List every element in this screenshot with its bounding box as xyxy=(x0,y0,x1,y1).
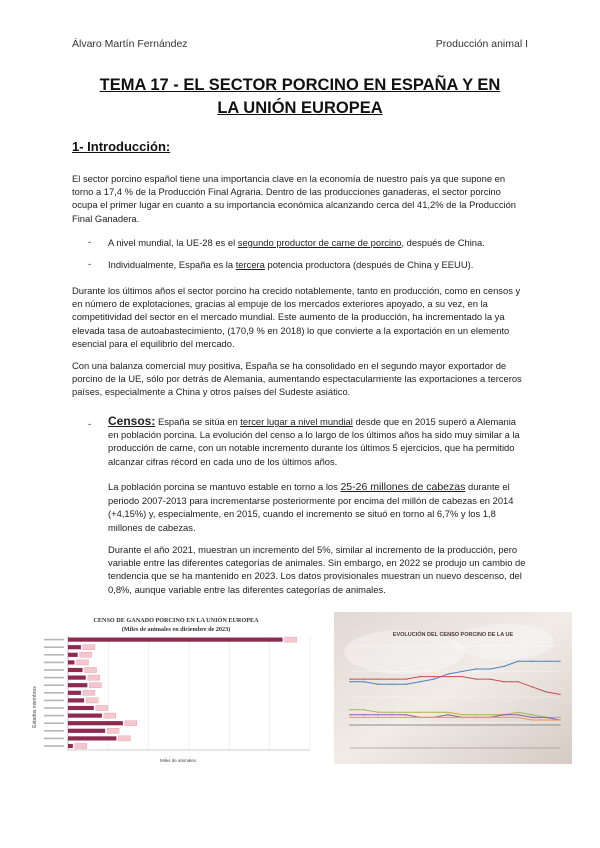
line-point xyxy=(461,714,462,715)
line-point xyxy=(461,717,462,718)
bar-label-box xyxy=(75,743,87,748)
line-point xyxy=(461,724,462,725)
bullet-dash-1: - xyxy=(88,236,92,247)
bar-category-label xyxy=(44,707,64,709)
bar-category-label xyxy=(44,677,64,679)
line-point xyxy=(531,719,532,720)
bar-category-label xyxy=(44,669,64,671)
bar-category-label xyxy=(44,700,64,702)
bar-label-box xyxy=(76,660,88,665)
line-point xyxy=(349,681,350,682)
line-point xyxy=(433,678,434,679)
bar-category-label xyxy=(44,654,64,656)
bar-label-box xyxy=(85,667,97,672)
bar-label-box xyxy=(107,728,119,733)
line-point xyxy=(475,668,476,669)
bar-chart-xlabel: Miles de animales xyxy=(159,758,197,763)
line-point xyxy=(363,717,364,718)
section-heading: 1- Introducción: xyxy=(72,139,171,154)
line-point xyxy=(363,678,364,679)
bullet-1-pre: A nivel mundial, la UE-28 es el xyxy=(108,237,238,248)
bar-label-box xyxy=(125,721,137,726)
line-point xyxy=(363,724,364,725)
bar-mark xyxy=(68,744,73,748)
line-point xyxy=(349,717,350,718)
line-point xyxy=(349,724,350,725)
line-point xyxy=(419,681,420,682)
bar-mark xyxy=(68,706,94,710)
line-point xyxy=(349,714,350,715)
line-point xyxy=(363,681,364,682)
line-point xyxy=(545,717,546,718)
photo-highlight-2 xyxy=(454,624,554,660)
bar-category-label xyxy=(44,715,64,717)
line-point xyxy=(475,678,476,679)
censos-label: Censos: xyxy=(108,414,156,428)
bar-mark xyxy=(68,714,102,718)
bar-mark xyxy=(68,721,123,725)
line-point xyxy=(475,714,476,715)
bar-category-label xyxy=(44,684,64,686)
intro-paragraph: El sector porcino español tiene una importancia clave en la economía de nuestro país ya que supone en torno a 17,4 % de la Producción Final Agraria. Dentro de las producciones ganaderas, el sector porcino ocupa el primer lugar en cuanto a su importancia económica alcanzando cerca del 41,2% de la Producción Final Ganadera. xyxy=(72,173,517,224)
line-point xyxy=(545,724,546,725)
bar-label-box xyxy=(104,713,116,718)
bar-label-box xyxy=(89,683,101,688)
line-point xyxy=(391,712,392,713)
bar-category-label xyxy=(44,745,64,747)
figure-eu-census-evolution xyxy=(334,612,572,764)
line-point xyxy=(517,724,518,725)
bar-mark xyxy=(68,691,81,695)
line-point xyxy=(363,709,364,710)
line-point xyxy=(545,719,546,720)
bar-category-label xyxy=(44,639,64,641)
bullet-1 xyxy=(108,236,528,249)
line-point xyxy=(503,666,504,667)
line-point xyxy=(531,717,532,718)
bar-mark xyxy=(68,729,105,733)
bar-chart-ylabel: Estados miembros xyxy=(32,686,38,728)
bullet-dash-2: - xyxy=(88,258,92,269)
bullet-2-underlined: tercera xyxy=(235,259,265,270)
censos-p2-post: durante el periodo 2007-2013 para incrementarse posteriormente por encima del millón de cabezas en 2014 (+4,15%) y, especialmente, en 2015, cuando el incremento se situó en torno al 6,7% y los 1,8 millones de cabezas. xyxy=(108,481,514,533)
bar-category-label xyxy=(44,738,64,740)
bar-mark xyxy=(68,638,283,642)
bar-label-box xyxy=(118,736,130,741)
line-point xyxy=(559,717,560,718)
line-point xyxy=(559,724,560,725)
line-point xyxy=(419,712,420,713)
bullet-2-post: potencia productora (después de China y EEUU). xyxy=(264,259,474,270)
bullet-2 xyxy=(108,258,528,271)
line-point xyxy=(447,724,448,725)
bar-category-label xyxy=(44,730,64,732)
line-point xyxy=(517,717,518,718)
line-point xyxy=(377,678,378,679)
bullet-dash-censos: - xyxy=(88,418,92,429)
line-point xyxy=(391,678,392,679)
bar-label-box xyxy=(285,637,297,642)
line-point xyxy=(419,676,420,677)
bar-category-label xyxy=(44,692,64,694)
figure-eu-census-bars xyxy=(28,612,320,764)
line-point xyxy=(377,714,378,715)
line-point xyxy=(391,714,392,715)
censos-paragraph-3: Durante el año 2021, muestran un incremento del 5%, similar al incremento de la producción, pero variable entre las diferentes categorías de animales. Sin embargo, en 2022 se produjo un cambio de tendencia que se ha mantenido en 2023. Los datos provisionales muestran un nuevo descenso, del 0,8%, aunque variable entre las diferentes categorías de animales. xyxy=(108,544,526,595)
bar-label-box xyxy=(83,645,95,650)
censos-post: desde que en 2015 superó a Alemania en población porcina. La evolución del censo a lo largo de los últimos años ha sido muy similar a la producción de carne, con un notable incremento durante los últimos 5 ejercicios, que ha permitido alcanzar cifras récord en cada uno de los últimos años. xyxy=(108,416,520,467)
line-point xyxy=(405,714,406,715)
line-point xyxy=(489,724,490,725)
line-point xyxy=(489,668,490,669)
paragraph-2: Durante los últimos años el sector porcino ha crecido notablemente, tanto en producción, como en censos y en número de explotaciones, gracias al empuje de los mercados exteriores apoyado, a su vez, en la competitividad del sector en el mercado mundial. Este aumento de la producción, ha incrementado la ya elevada tasa de autoabastecimiento, (170,9 % en 2018) lo que convierte a la exportación en un elemento esencial para el equilibrio del mercado. xyxy=(72,285,521,349)
line-point xyxy=(405,724,406,725)
line-point xyxy=(447,676,448,677)
line-point xyxy=(475,724,476,725)
bar-chart-svg xyxy=(28,612,320,764)
line-point xyxy=(517,714,518,715)
censos-p2-pre: La población porcina se mantuvo estable en torno a los xyxy=(108,481,341,492)
line-point xyxy=(405,712,406,713)
bar-category-label xyxy=(44,722,64,724)
bar-chart-subtitle: (Miles de animales en diciembre de 2023) xyxy=(121,626,231,633)
line-point xyxy=(559,661,560,662)
line-point xyxy=(433,676,434,677)
line-point xyxy=(545,661,546,662)
bar-category-label xyxy=(44,646,64,648)
author-name: Álvaro Martín Fernández xyxy=(72,38,188,50)
line-chart-title: EVOLUCIÓN DEL CENSO PORCINO DE LA UE xyxy=(392,632,514,638)
line-point xyxy=(559,694,560,695)
bar-mark xyxy=(68,698,84,702)
line-point xyxy=(461,676,462,677)
line-point xyxy=(517,661,518,662)
line-point xyxy=(433,724,434,725)
line-point xyxy=(503,681,504,682)
line-point xyxy=(349,678,350,679)
bullet-1-post: , después de China. xyxy=(401,237,485,248)
line-point xyxy=(489,717,490,718)
bar-mark xyxy=(68,736,116,740)
line-point xyxy=(447,717,448,718)
line-point xyxy=(559,719,560,720)
title-line-1: TEMA 17 - EL SECTOR PORCINO EN ESPAÑA Y EN xyxy=(99,76,501,94)
line-point xyxy=(461,671,462,672)
line-point xyxy=(447,712,448,713)
bullet-1-underlined: segundo productor de carne de porcino xyxy=(237,237,402,248)
censos-paragraph xyxy=(108,415,528,468)
bar-label-box xyxy=(83,690,95,695)
line-point xyxy=(531,686,532,687)
line-point xyxy=(363,714,364,715)
line-point xyxy=(489,678,490,679)
line-point xyxy=(419,717,420,718)
line-point xyxy=(517,712,518,713)
line-point xyxy=(545,691,546,692)
line-point xyxy=(391,724,392,725)
line-point xyxy=(419,724,420,725)
page-title xyxy=(60,74,540,120)
bar-label-box xyxy=(86,698,98,703)
bar-mark xyxy=(68,676,86,680)
paragraph-3: Con una balanza comercial muy positiva, España se ha consolidado en el segundo mayor exportador de porcino de la UE, sólo por detrás de Alemania, aumentando espectacularmente las exportaciones a terceros países, especialmente a China y otros países del Sudeste asiático. xyxy=(72,360,522,398)
bar-chart-background xyxy=(28,612,320,764)
bar-label-box xyxy=(96,705,108,710)
bar-label-box xyxy=(88,675,100,680)
line-chart-svg xyxy=(334,612,572,764)
bullet-2-pre: Individualmente, España es la xyxy=(108,259,236,270)
bar-mark xyxy=(68,660,74,664)
censos-paragraph-2 xyxy=(108,480,528,534)
bar-category-label xyxy=(44,662,64,664)
line-point xyxy=(377,717,378,718)
line-point xyxy=(405,678,406,679)
course-name: Producción animal I xyxy=(435,38,528,50)
line-point xyxy=(447,714,448,715)
line-point xyxy=(349,709,350,710)
bar-mark xyxy=(68,653,78,657)
line-point xyxy=(503,717,504,718)
line-point xyxy=(377,712,378,713)
bar-mark xyxy=(68,668,83,672)
bar-chart-title: CENSO DE GANADO PORCINO EN LA UNIÓN EUROPEA xyxy=(93,617,259,624)
line-point xyxy=(433,717,434,718)
line-point xyxy=(377,724,378,725)
line-point xyxy=(517,681,518,682)
line-point xyxy=(391,717,392,718)
line-point xyxy=(531,714,532,715)
line-point xyxy=(531,661,532,662)
line-point xyxy=(531,724,532,725)
line-point xyxy=(405,717,406,718)
title-line-2: LA UNIÓN EUROPEA xyxy=(217,99,383,117)
bar-mark xyxy=(68,645,81,649)
line-point xyxy=(377,684,378,685)
line-point xyxy=(475,717,476,718)
line-point xyxy=(503,714,504,715)
bar-mark xyxy=(68,683,87,687)
bar-label-box xyxy=(80,652,92,657)
censos-pre: España se sitúa en xyxy=(155,416,241,427)
line-point xyxy=(433,712,434,713)
line-point xyxy=(489,714,490,715)
censos-underlined: tercer lugar a nivel mundial xyxy=(240,416,353,427)
line-point xyxy=(391,684,392,685)
line-point xyxy=(503,724,504,725)
line-point xyxy=(405,684,406,685)
censos-p2-underlined: 25-26 millones de cabezas xyxy=(340,481,466,493)
line-point xyxy=(447,673,448,674)
